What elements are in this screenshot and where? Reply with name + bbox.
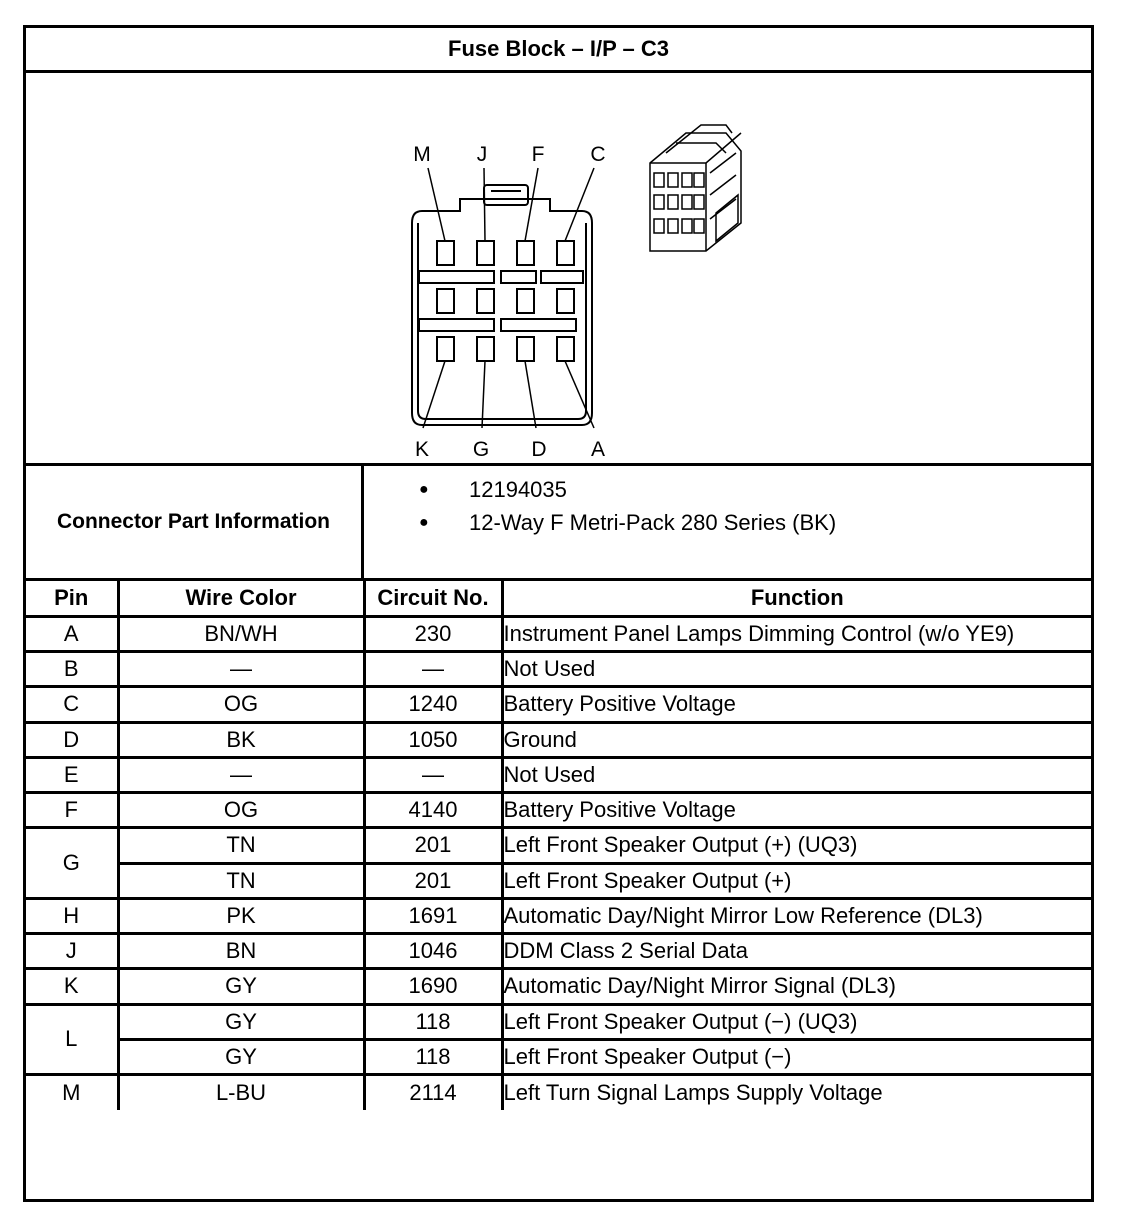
table-row — [26, 934, 1091, 969]
wire-color-cell: TN — [118, 828, 364, 863]
function-cell: Left Turn Signal Lamps Supply Voltage — [502, 1075, 1091, 1110]
pin-cell: E — [26, 757, 118, 792]
circuit-cell: — — [364, 757, 502, 792]
pin-label-bottom: D — [531, 438, 547, 461]
wire-color-cell: GY — [118, 1039, 364, 1074]
circuit-cell: — — [364, 652, 502, 687]
table-row — [26, 652, 1091, 687]
table-row — [26, 793, 1091, 828]
table-row — [26, 828, 1091, 863]
function-cell: Instrument Panel Lamps Dimming Control (w/o YE9) — [502, 616, 1091, 651]
wire-color-cell: GY — [118, 969, 364, 1004]
part-number: 12194035 — [469, 477, 567, 502]
pin-cell: C — [26, 687, 118, 722]
circuit-cell: 4140 — [364, 793, 502, 828]
pin-label-bottom: G — [472, 438, 490, 461]
header-function: Function — [502, 581, 1091, 616]
bullet-icon: ● — [419, 481, 429, 498]
pin-cell: J — [26, 934, 118, 969]
wire-color-cell: L-BU — [118, 1075, 364, 1110]
pin-cell: G — [26, 828, 118, 899]
circuit-cell: 118 — [364, 1004, 502, 1039]
circuit-cell: 2114 — [364, 1075, 502, 1110]
function-cell: Not Used — [502, 757, 1091, 792]
function-cell: Left Front Speaker Output (+) (UQ3) — [502, 828, 1091, 863]
connector-latch — [484, 185, 528, 205]
pin-cell: B — [26, 652, 118, 687]
header-circuit: Circuit No. — [364, 581, 502, 616]
wire-color-cell: — — [118, 652, 364, 687]
function-cell: Battery Positive Voltage — [502, 687, 1091, 722]
table-row — [26, 722, 1091, 757]
pin-cell: D — [26, 722, 118, 757]
table-row — [26, 969, 1091, 1004]
pin-cell: A — [26, 616, 118, 651]
circuit-cell: 201 — [364, 828, 502, 863]
connector-info-list — [364, 466, 1091, 578]
wire-color-cell: GY — [118, 1004, 364, 1039]
pin-cell: M — [26, 1075, 118, 1110]
pin-cell: L — [26, 1004, 118, 1075]
circuit-cell: 1691 — [364, 898, 502, 933]
function-cell: Left Front Speaker Output (−) (UQ3) — [502, 1004, 1091, 1039]
header-wire-color: Wire Color — [118, 581, 364, 616]
table-row — [26, 1004, 1091, 1039]
table-row — [26, 687, 1091, 722]
circuit-cell: 1690 — [364, 969, 502, 1004]
pin-label-bottom: K — [414, 438, 430, 461]
connector-part-information — [26, 466, 1091, 581]
circuit-cell: 1240 — [364, 687, 502, 722]
connector-info-label: Connector Part Information — [26, 466, 364, 578]
circuit-cell: 201 — [364, 863, 502, 898]
pin-cell: H — [26, 898, 118, 933]
circuit-cell: 1050 — [364, 722, 502, 757]
table-row — [26, 1075, 1091, 1110]
bullet-icon: ● — [419, 514, 429, 531]
wire-color-cell: BN/WH — [118, 616, 364, 651]
connector-description: 12-Way F Metri-Pack 280 Series (BK) — [469, 510, 837, 535]
table-row — [26, 863, 1091, 898]
function-cell: Ground — [502, 722, 1091, 757]
pin-label-top: M — [413, 143, 431, 166]
function-cell: Battery Positive Voltage — [502, 793, 1091, 828]
connector-diagram — [26, 73, 1091, 466]
wire-color-cell: OG — [118, 687, 364, 722]
connector-isometric-icon — [650, 125, 741, 251]
function-cell: Left Front Speaker Output (+) — [502, 863, 1091, 898]
connector-face-drawing — [26, 73, 1091, 463]
wire-color-cell: TN — [118, 863, 364, 898]
circuit-cell: 118 — [364, 1039, 502, 1074]
table-row — [26, 757, 1091, 792]
function-cell: Automatic Day/Night Mirror Signal (DL3) — [502, 969, 1091, 1004]
page-title: Fuse Block – I/P – C3 — [26, 28, 1091, 73]
pin-cell: K — [26, 969, 118, 1004]
circuit-cell: 230 — [364, 616, 502, 651]
table-row — [26, 616, 1091, 651]
wire-color-cell: BN — [118, 934, 364, 969]
pin-cell: F — [26, 793, 118, 828]
wire-color-cell: — — [118, 757, 364, 792]
table-row — [26, 898, 1091, 933]
wire-color-cell: PK — [118, 898, 364, 933]
pin-label-top: J — [476, 143, 488, 166]
function-cell: Left Front Speaker Output (−) — [502, 1039, 1091, 1074]
pinout-table — [26, 581, 1091, 1110]
function-cell: Automatic Day/Night Mirror Low Reference (DL3) — [502, 898, 1091, 933]
function-cell: Not Used — [502, 652, 1091, 687]
circuit-cell: 1046 — [364, 934, 502, 969]
pin-label-bottom: A — [590, 438, 606, 461]
pin-label-top: F — [531, 143, 545, 166]
pin-label-top: C — [590, 143, 606, 166]
wire-color-cell: OG — [118, 793, 364, 828]
table-row — [26, 1039, 1091, 1074]
header-pin: Pin — [26, 581, 118, 616]
connector-sheet — [23, 25, 1094, 1202]
table-header-row — [26, 581, 1091, 616]
wire-color-cell: BK — [118, 722, 364, 757]
function-cell: DDM Class 2 Serial Data — [502, 934, 1091, 969]
